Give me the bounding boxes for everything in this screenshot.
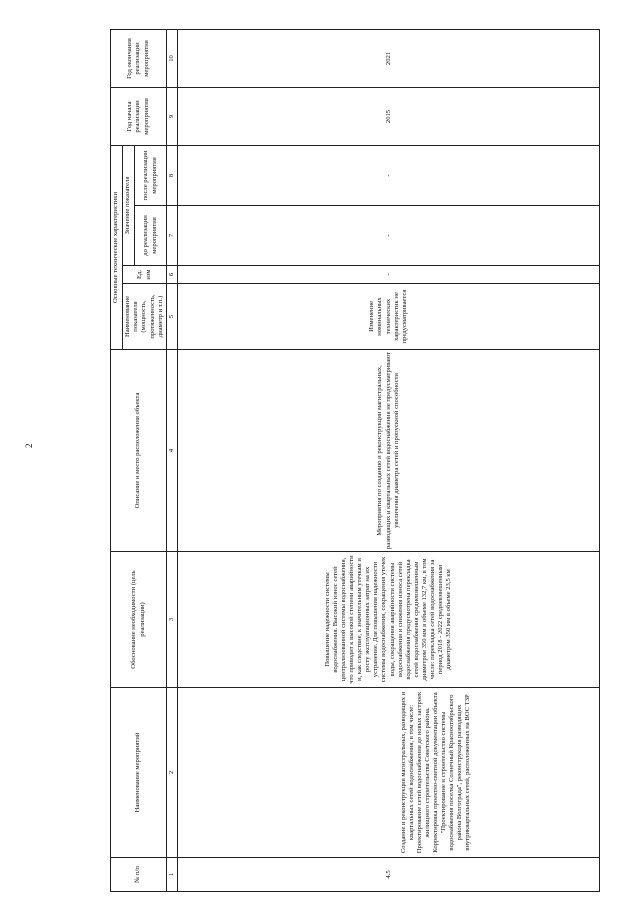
column-number: 2	[167, 688, 178, 858]
header-indicator-name: Наименование показателя (мощность, протяженность, диаметр и т.п.)	[123, 284, 167, 350]
column-number: 4	[167, 350, 178, 552]
column-number: 1	[167, 858, 178, 892]
header-value-group: Значение показателя	[123, 146, 135, 266]
value-before: -	[178, 206, 600, 266]
measure-name: Создание и реконструкция магистральных, разводящих и квартальных сетей водоснабжения, в том числе: Проектирование сетей водоснабжения до новых застроек жилищного строительства Советского района. Корректировка проектно-сметной документации объекта "Проектирование и строительство системы водоснабжения поселка Солнечный Красноотябрьского района Волгограда", реконструкция разводящих внутриквартальных сетей, расположенных на ВОС ТЗР	[178, 688, 600, 858]
object-description: Мероприятия по созданию и реконструкции магистральных, разводящих и квартальных сетей водоснабжения не предусматривают увеличения диаметра сетей и пропускной способности	[178, 350, 600, 552]
unit-value: -	[178, 266, 600, 284]
column-number: 6	[167, 266, 178, 284]
header-description: Описание и место расположения объекта	[111, 350, 167, 552]
rotated-table-wrapper	[110, 30, 600, 892]
column-number: 10	[167, 30, 178, 88]
header-no: № п/п	[111, 858, 167, 892]
column-number: 3	[167, 552, 178, 688]
header-before: до реализации мероприятия	[135, 206, 167, 266]
header-end-year: Год окончания реализации мероприятия	[111, 30, 167, 88]
header-name: Наименование мероприятий	[111, 688, 167, 858]
column-number: 7	[167, 206, 178, 266]
row-number: 4.5	[178, 858, 600, 892]
page-number: 2	[24, 443, 34, 448]
header-after: после реализации мероприятия	[135, 146, 167, 206]
header-start-year: Год начала реализации мероприятия	[111, 88, 167, 146]
end-year: 2021	[178, 30, 600, 88]
column-number: 9	[167, 88, 178, 146]
column-number: 8	[167, 146, 178, 206]
column-number: 5	[167, 284, 178, 350]
header-unit: Ед. изм	[123, 266, 167, 284]
header-tech-group: Основные технические характеристики	[111, 146, 123, 350]
value-after: -	[178, 146, 600, 206]
measures-table	[110, 29, 600, 892]
measure-rationale: Повышение надежности системы водоснабжения. Высокий износ сетей централизованной системы водоснабжения, что приводит к высокой степени аварийности и, как следствие, к значительным утечкам и росту эксплуатационных затрат на их устранение. Для повышения надежности системы водоснабжения, сокращения утечек воды, сокращения аварийности системы водоснабжения и снижения износа сетей водоснабжения предусмотрена перекладка сетей водоснабжения средневзвешенным диаметром 350 мм в объеме 132,7 км, в том числе: перекладка сетей водоснабжения за период 2018 - 2022 средневзвешенным диаметром 350 мм в объеме 23,5 км	[178, 552, 600, 688]
start-year: 2015	[178, 88, 600, 146]
header-rationale: Обоснование необходимости (цель реализации)	[111, 552, 167, 688]
indicator-name: Изменение номинальных технических характеристик не предусматривается	[178, 284, 600, 350]
